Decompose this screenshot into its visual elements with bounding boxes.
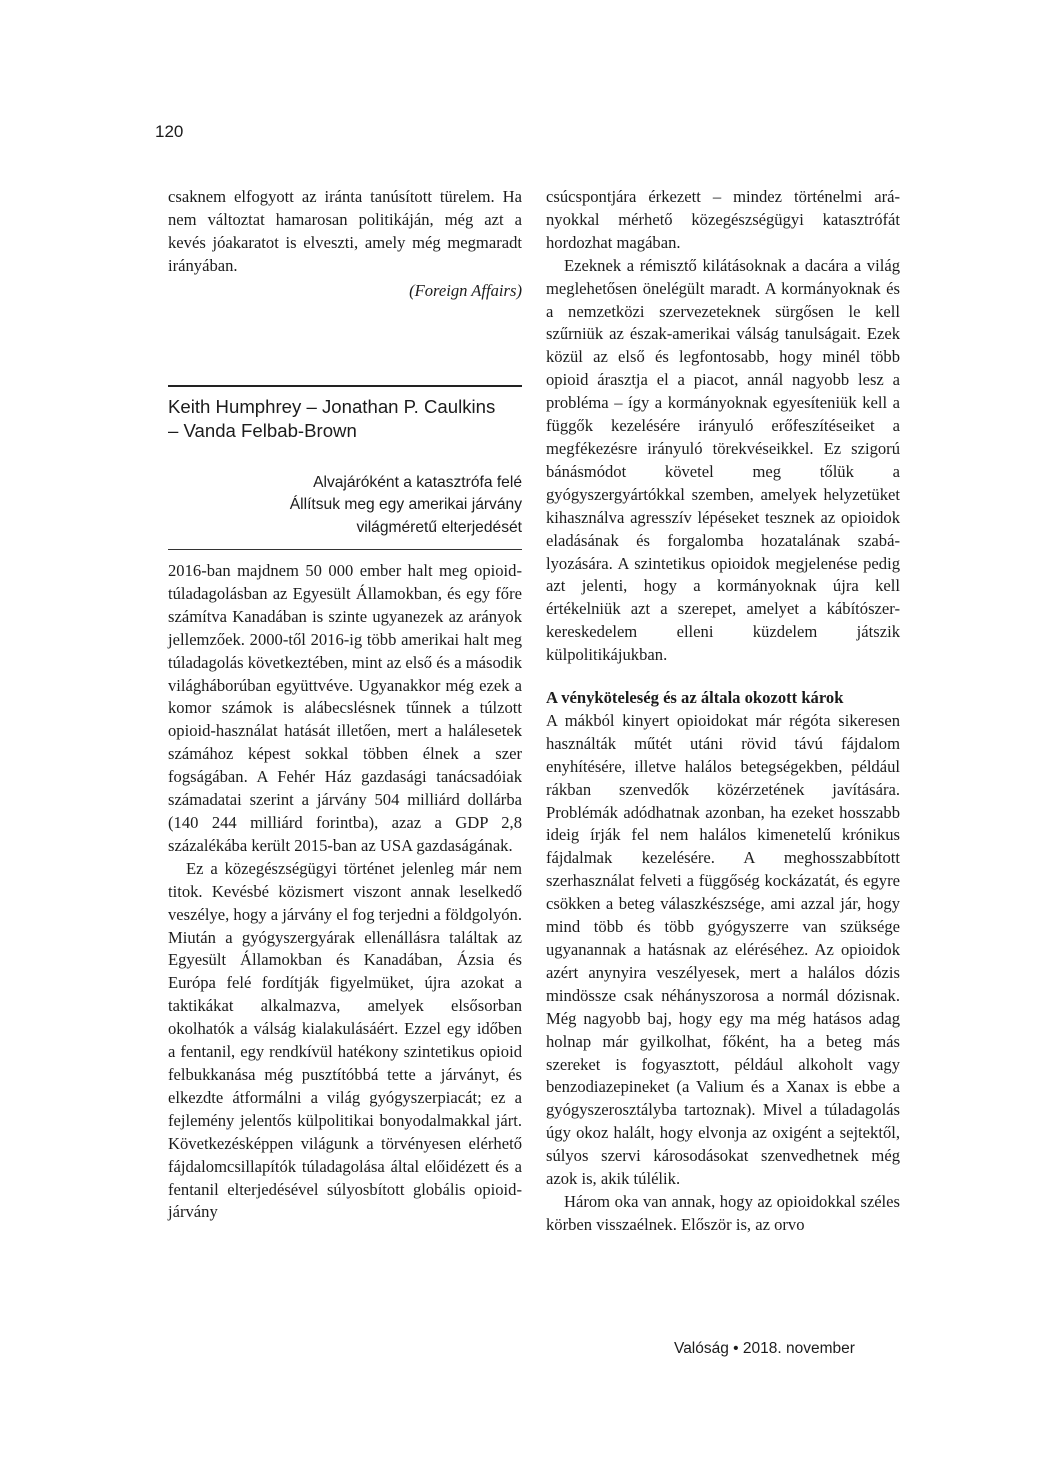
section-heading: A vényköteleség és az általa okozott károk — [546, 688, 844, 708]
left-column — [168, 186, 522, 1224]
article-body-left — [168, 560, 522, 1224]
title-line: világméretű elterjedését — [356, 518, 522, 536]
title-line: Alvajáróként a katasztrófa felé — [313, 473, 522, 491]
article-separator-rule — [168, 385, 522, 387]
body-paragraph: Ez a közegészségügyi történet jelenleg már nem titok. Kevésbé közismert viszont annak leselkedő veszélye, hogy a járvány el fog terjedni a földgolyón. Miután a gyógyszergyárak ellenállásra találtak az Egyesült Államokban és Kanadában, Ázsia és Európa felé fordítják figyelmüket, újra azokat a taktikákat alkalmazva, amelyek elsősorban okolhatók a válság kialakulásáért. Ezzel egy időben a fentanil, egy rendkívül hatékony szintetikus opioid felbukkanása még pusztítóbbá tette a járványt, és elkezdte átformálni a világ gyógyszerpiacát; ez a fejlemény jelentős külpolitikai bonyodalmakkal járt. Következésképpen világunk a törvényesen elérhető fájdalomcsillapítók túladagolása által előidézett és a fentanil elterjedésével súlyosbított globális opioid-járvány — [168, 858, 522, 1222]
body-paragraph-continued: csúcspontjára érkezett – mindez történelmi arányokkal mérhető közegészségügyi katasztrófát hordozhat magában. — [546, 187, 900, 252]
article-title — [168, 472, 522, 540]
body-paragraph: A mákból kinyert opioidokat már régóta sikeresen használták műtét utáni rövid távú fájdalom enyhítésére, illetve halálos betegségekben, például rákban szenvedők közérzetének javítására. Problémák adódhatnak azonban, ha ezeket hosszabb ideig írják fel nem halálos kimenetelű krónikus fájdalmak kezelésére. A meghosszabbított szerhasználat felveti a függőség kockázatát, és egyre csökken a beteg válaszkészsége, ami azzal jár, hogy mind több és több gyógyszerre van szüksége ugyanannak a hatásnak az eléréséhez. Az opioidok azért anynyira veszélyesek, mert a halálos dózis mindössze csak néhányszorosa a normál dózisnak. Még nagyobb baj, hogy egy ma még hatásos adag holnap már gyilkolhat, főként, ha a beteg más szereket is fogyasztott, például alkoholt vagy benzodiazepineket (a Valium és a Xanax is ebbe a gyógyszerosztályba tartoznak). Mivel a túladagolás úgy okoz halált, hogy elvonja az oxigént a sejtektől, súlyos szervi károsodásokat szenvedhetnek még azok is, akik túlélik. — [546, 710, 900, 1189]
title-underline-rule — [168, 549, 522, 550]
authors-line: – Vanda Felbab-Brown — [168, 419, 357, 441]
body-paragraph: Három oka van annak, hogy az opioidokkal széles körben visszaélnek. Először is, az orvo — [546, 1191, 900, 1234]
article-body-right — [546, 186, 900, 1237]
authors-line: Keith Humphrey – Jonathan P. Caulkins — [168, 395, 496, 417]
article-authors — [168, 395, 522, 443]
right-column — [546, 186, 900, 1237]
body-paragraph: 2016-ban majdnem 50 000 ember halt meg opioid-túladagolásban az Egyesült Államokban, és egy főre számítva Kanadában is szinte ugyanezek az arányok jellemzőek. 2000-től 2016-ig több amerikai halt meg túladagolás következtében, mint az első és a második világháborúban együttvéve. Ugyanakkor még ezek a komor számok is alábecslésnek tűnnek a túlzott opioid-használat hatását illetően, mert a halálesetek számához képest sokkal többen élnek a szer fogságában. A Fehér Ház gazdasági tanácsadóiak számadatai szerint a járvány 504 milliárd dollárba (140 244 milliárd forintba), azaz a GDP 2,8 százalékába került 2015-ban az USA gazdaságának. — [168, 561, 522, 855]
previous-article-closing-text: csaknem elfogyott az iránta tanúsított türelem. Ha nem változtat hamarosan politikáján, még azt a kevés jóakaratot is elveszti, amely még megmaradt irányában. — [168, 187, 522, 275]
page-number: 120 — [155, 122, 184, 141]
page-footer: Valóság • 2018. november — [674, 1340, 855, 1357]
previous-article-source: (Foreign Affairs) — [409, 280, 522, 300]
title-line: Állítsuk meg egy amerikai járvány — [289, 496, 522, 514]
body-paragraph: Ezeknek a rémisztő kilátásoknak a dacára a világ meglehetősen önelégült maradt. A kormányoknak és a nemzetközi szervezeteknek sürgősen le kell szűrniük az észak-amerikai válság tanulságait. Ezek közül az első és legfontosabb, hogy minél több opioid árasztja el a piacot, annál nagyobb lesz a probléma – így a kormányoknak egyesíteniük kell a függők kezelésére irányuló erőfeszítéseiket a megfékezésre irányuló törekvéseikkel. Ez szigorú bánásmódot követel meg tőlük a gyógyszergyártókkal szemben, amelyek helyzetüket kihasználva agresszív lépéseket tesznek az opioidok eladásának és forgalomba hozatalának szabályozására. A szintetikus opioidok megjelenése pedig azt jelenti, hogy a kormányoknak újra kell értékelniük azt a szerepet, amelyet a kábítószer-kereskedelem elleni küzdelem játszik külpolitikájukban. — [546, 255, 900, 665]
